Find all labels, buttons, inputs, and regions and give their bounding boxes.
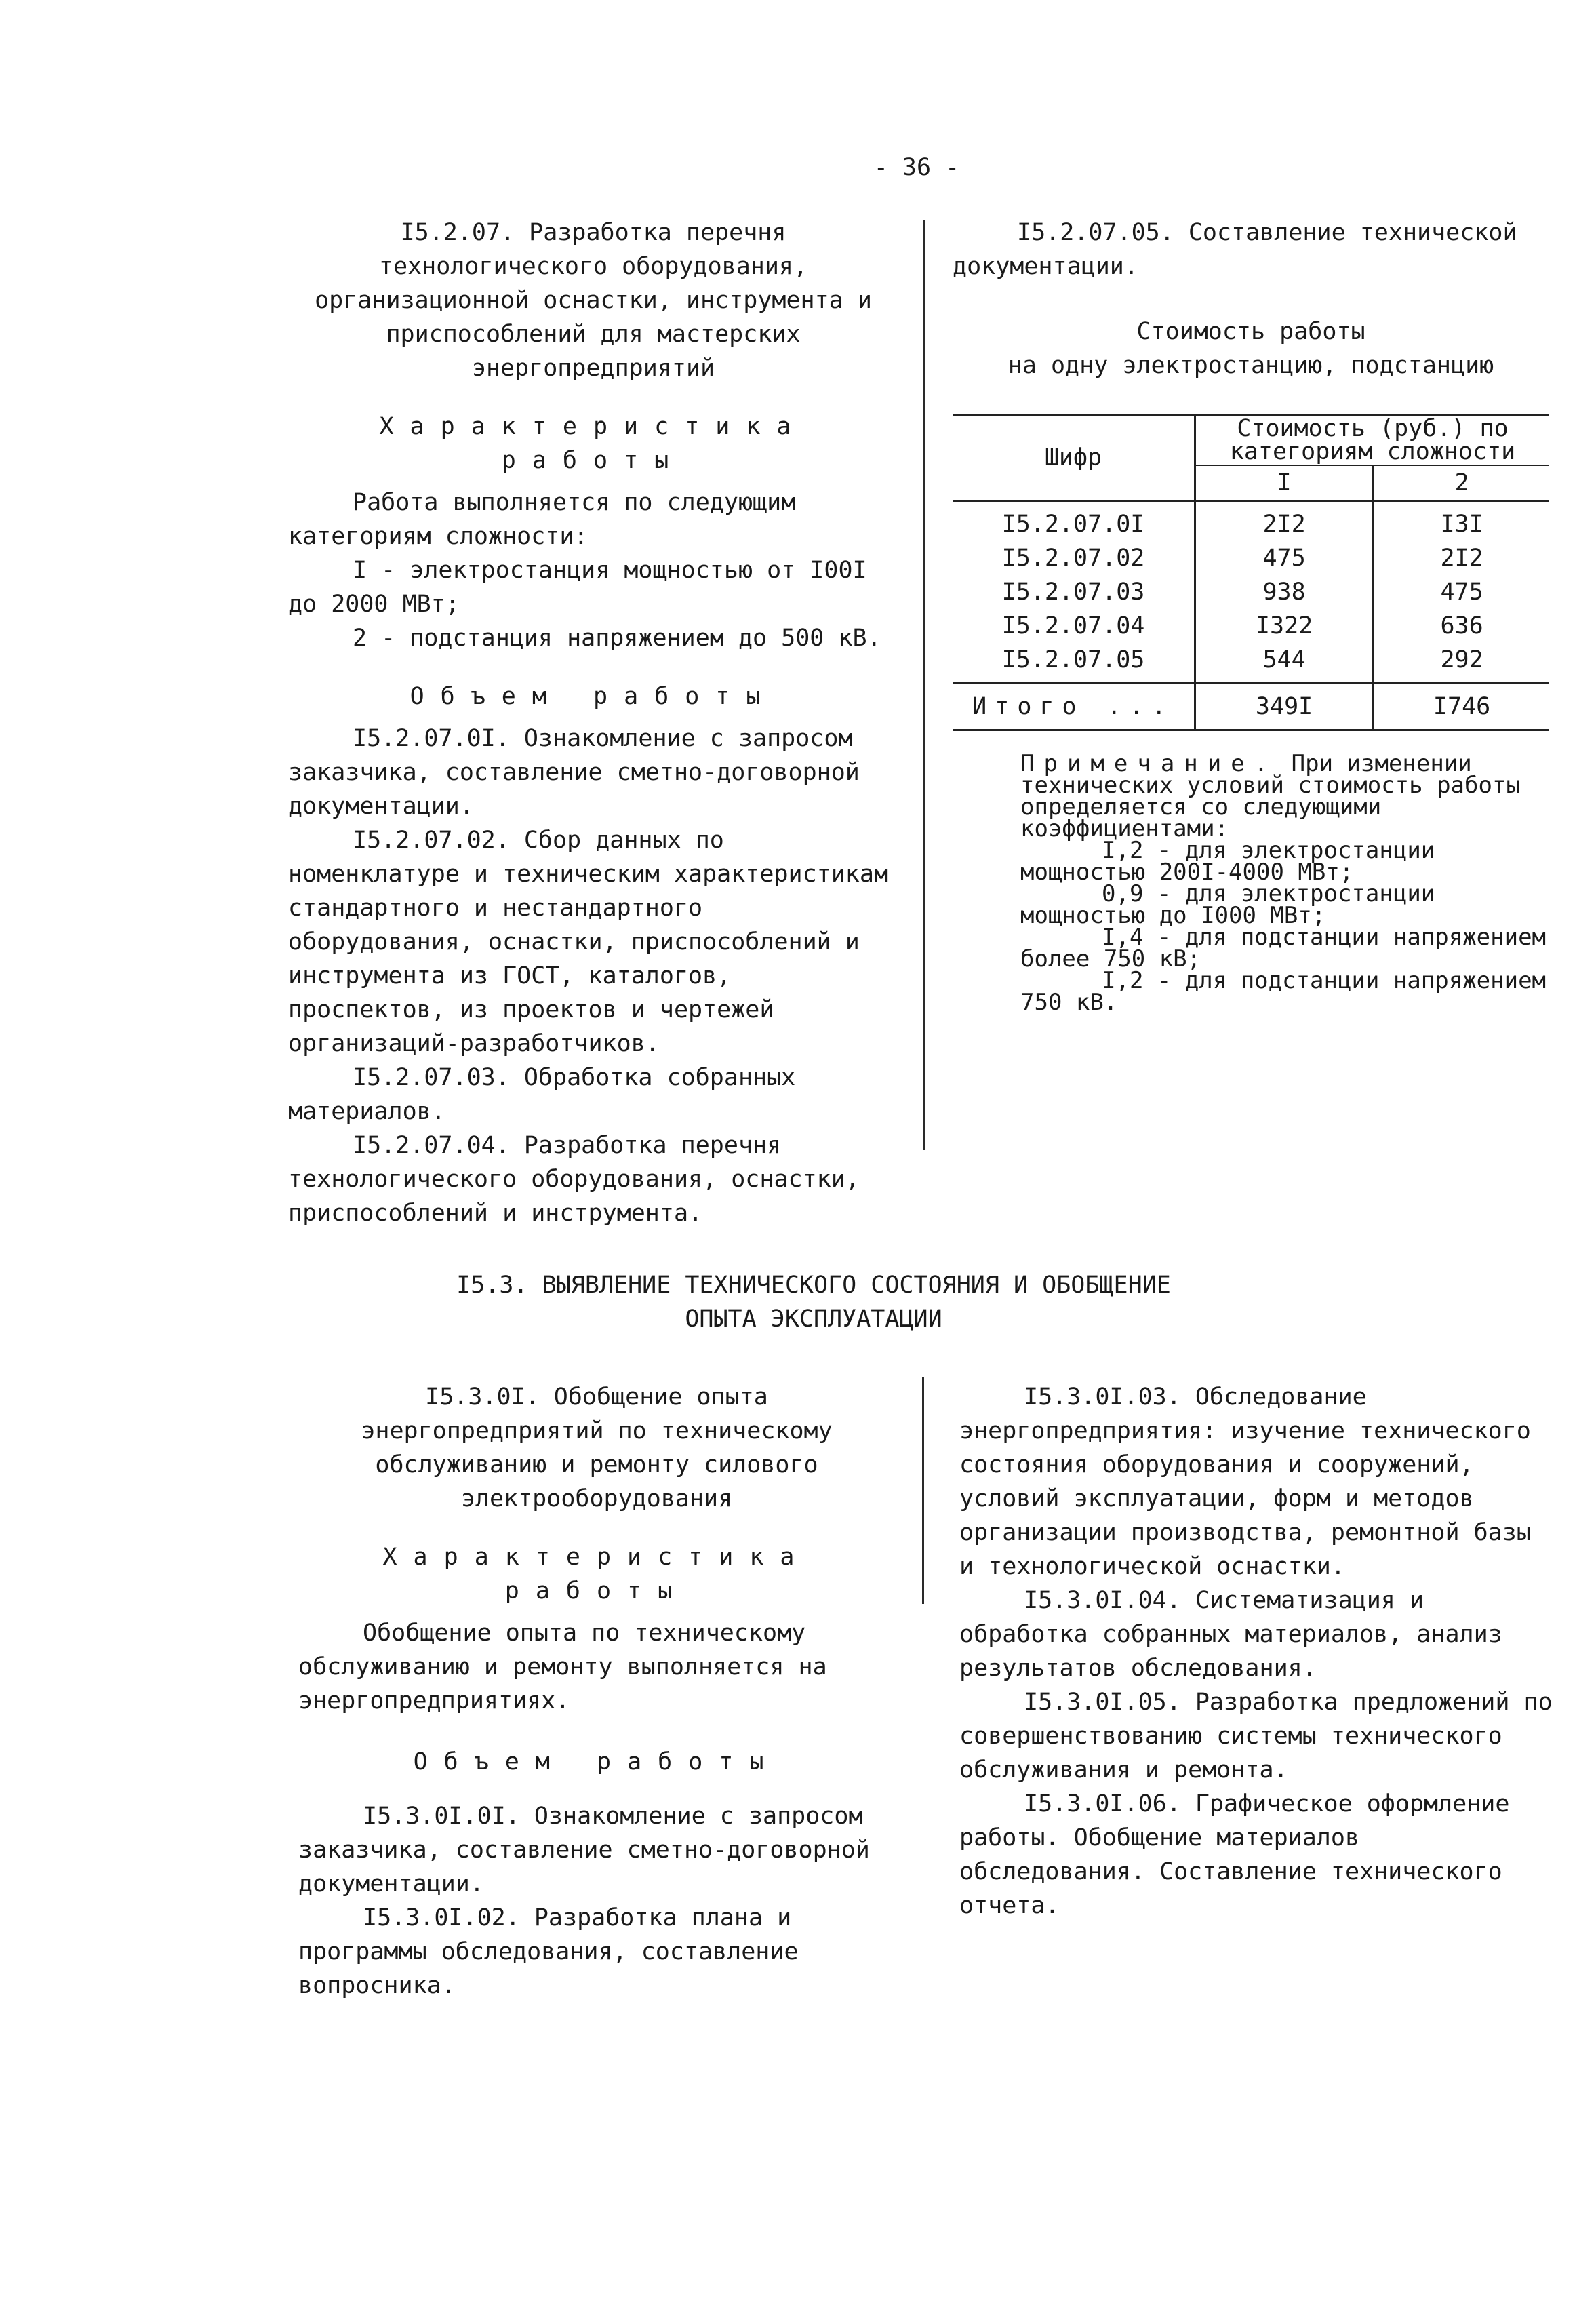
work-item: I5.2.07.0I. Ознакомление с запросом заказчика, составление сметно-договорной документации. xyxy=(288,725,860,820)
cost-subtitle: на одну электростанцию, подстанцию xyxy=(1008,352,1494,379)
cost-table xyxy=(953,414,1549,731)
cell-code: I5.2.07.02 xyxy=(953,541,1195,575)
volume-heading: Объем работы xyxy=(410,683,777,710)
volume-heading: Объем работы xyxy=(413,1748,780,1775)
work-item: I5.3.0I.03. Обследование энергопредприятия: изучение технического состояния оборудования и сооружений, условий эксплуатации, форм и методов организации производства, ремонтной базы и технологической оснастки. xyxy=(959,1383,1531,1580)
note-label: Примечание. xyxy=(1020,750,1278,777)
column-header-category-2: 2 xyxy=(1374,465,1549,501)
note-text: При изменении технических условий стоимость работы определяется со следующими коэффициентами: xyxy=(1020,750,1520,842)
page-number: - 36 - xyxy=(873,154,960,181)
cell-code: I5.2.07.05 xyxy=(953,643,1195,684)
column-divider xyxy=(922,1377,924,1604)
section-heading-line-2: ОПЫТА ЭКСПЛУАТАЦИИ xyxy=(685,1305,942,1333)
note-coefficient: I,4 - для подстанции напряжением более 750 кВ; xyxy=(1020,924,1547,973)
work-item: I5.2.07.04. Разработка перечня технологического оборудования, оснастки, приспособлений и инструмента. xyxy=(288,1132,860,1227)
cell-cost-1: I322 xyxy=(1195,609,1374,643)
work-item: I5.3.0I.05. Разработка предложений по совершенствованию системы технического обслуживания и ремонта. xyxy=(959,1689,1553,1784)
note-coefficient: 0,9 - для электростанции мощностью до I000 МВт; xyxy=(1020,880,1435,929)
column-header-cost: Стоимость (руб.) по категориям сложности xyxy=(1195,415,1550,466)
total-label: Итого ... xyxy=(953,684,1195,730)
section-title: I5.2.07. Разработка перечня технологического оборудования, организационной оснастки, инструмента и приспособлений для мастерских энергопредприятий xyxy=(315,219,872,382)
cost-title: Стоимость работы xyxy=(1136,318,1365,345)
work-item: I5.3.0I.06. Графическое оформление работы. Обобщение материалов обследования. Составление технического отчета. xyxy=(959,1790,1510,1919)
column-header-category-1: I xyxy=(1195,465,1374,501)
table-total-row xyxy=(953,684,1549,730)
cell-cost-2: 2I2 xyxy=(1440,545,1483,572)
cell-cost-2: 636 xyxy=(1440,612,1483,640)
work-item: I5.2.07.05. Составление технической документации. xyxy=(953,219,1517,280)
characteristics-text: Работа выполняется по следующим категориям сложности: xyxy=(288,489,796,550)
work-item: I5.3.0I.04. Систематизация и обработка собранных материалов, анализ результатов обследования. xyxy=(959,1587,1502,1682)
section-1-right-column xyxy=(953,216,1549,1016)
cell-code: I5.2.07.0I xyxy=(953,501,1195,542)
section-2-left-column xyxy=(298,1380,895,2003)
note-coefficient: I,2 - для подстанции напряжением 750 кВ. xyxy=(1020,967,1547,1016)
column-divider xyxy=(923,220,925,1150)
characteristics-text: Обобщение опыта по техническому обслуживанию и ремонту выполняется на энергопредприятиях. xyxy=(298,1619,827,1714)
note-block xyxy=(953,750,1549,1016)
cell-code: I5.2.07.04 xyxy=(953,609,1195,643)
table-row xyxy=(953,609,1549,643)
note-coefficient: I,2 - для электростанции мощностью 200I-4000 МВт; xyxy=(1020,837,1435,886)
note-paragraph xyxy=(1020,750,1549,842)
category-2: 2 - подстанция напряжением до 500 кВ. xyxy=(353,625,881,652)
section-title: I5.3.0I. Обобщение опыта энергопредприятий по техническому обслуживанию и ремонту силового электрооборудования xyxy=(361,1383,833,1512)
work-item: I5.2.07.03. Обработка собранных материалов. xyxy=(288,1064,796,1125)
section-1-left-column xyxy=(288,216,898,1230)
column-header-code: Шифр xyxy=(953,415,1195,501)
cell-code: I5.2.07.03 xyxy=(953,575,1195,609)
cell-cost-1: 475 xyxy=(1195,541,1374,575)
table-row xyxy=(953,643,1549,684)
category-1: I - электростанция мощностью от I00I до 2000 МВт; xyxy=(288,557,867,618)
cell-cost-1: 938 xyxy=(1195,575,1374,609)
total-cost-2: I746 xyxy=(1374,684,1549,730)
cell-cost-2: 292 xyxy=(1440,646,1483,673)
table-header-row xyxy=(953,415,1549,466)
table-row xyxy=(953,575,1549,609)
cell-cost-2: I3I xyxy=(1440,511,1483,538)
cell-cost-1: 2I2 xyxy=(1195,501,1374,542)
characteristics-heading: Характеристика работы xyxy=(382,1544,811,1605)
table-row xyxy=(953,541,1549,575)
total-cost-1: 349I xyxy=(1195,684,1374,730)
cell-cost-1: 544 xyxy=(1195,643,1374,684)
work-item: I5.2.07.02. Сбор данных по номенклатуре и техническим характеристикам стандартного и нестандартного оборудования, оснастки, приспособлений и инструмента из ГОСТ, каталогов, проспектов, из проектов и чертежей организаций-разработчиков. xyxy=(288,827,889,1057)
work-item: I5.3.0I.0I. Ознакомление с запросом заказчика, составление сметно-договорной документации. xyxy=(298,1803,870,1898)
section-heading-line-1: I5.3. ВЫЯВЛЕНИЕ ТЕХНИЧЕСКОГО СОСТОЯНИЯ И ОБОБЩЕНИЕ xyxy=(456,1272,1171,1299)
table-row xyxy=(953,501,1549,542)
characteristics-heading: Характеристика работы xyxy=(379,413,807,474)
section-2-right-column xyxy=(959,1380,1556,1923)
cell-cost-2: 475 xyxy=(1440,578,1483,606)
section-heading xyxy=(339,1268,1288,1336)
work-item: I5.3.0I.02. Разработка плана и программы обследования, составление вопросника. xyxy=(298,1904,799,1999)
